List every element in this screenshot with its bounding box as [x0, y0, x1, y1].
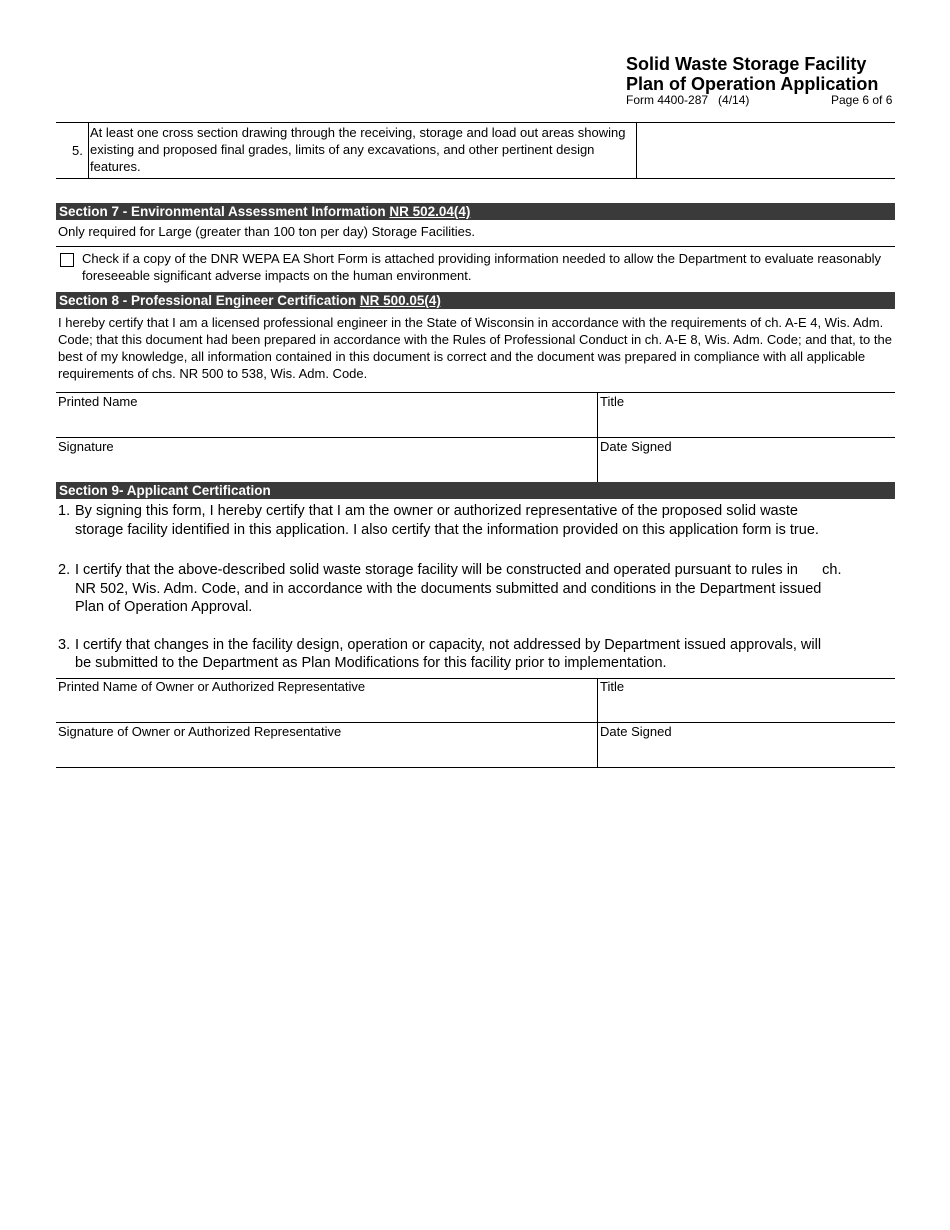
owner-signature-input[interactable] [58, 742, 593, 764]
applicant-item2-line1: I certify that the above-described solid waste storage facility will be constructed and operated pursuant to rules in ch. [75, 562, 842, 578]
ea-form-checkbox-label: Check if a copy of the DNR WEPA EA Short Form is attached providing information needed to allow the Department to evaluate reasonably foreseeable significant adverse impacts on the human environment. [82, 251, 881, 283]
item5-top-border [56, 122, 895, 123]
applicant-item1-line1: By signing this form, I hereby certify that I am the owner or authorized representative of the proposed solid waste [75, 503, 798, 519]
page-number: Page 6 of 6 [831, 93, 893, 107]
pe-printed-name-input[interactable] [58, 412, 593, 434]
item5-response-divider [636, 122, 637, 178]
pe-signature-input[interactable] [58, 457, 593, 479]
section9-header [56, 482, 895, 499]
item5-bottom-border [56, 178, 895, 179]
pe-row1-top-border [56, 392, 895, 393]
applicant-column-divider [597, 678, 598, 767]
pe-signature-label: Signature [58, 439, 114, 454]
owner-date-signed-input[interactable] [600, 742, 892, 764]
applicant-item3-line1: I certify that changes in the facility design, operation or capacity, not addressed by Department issued approvals, will [75, 637, 822, 653]
applicant-row2-bottom-border [56, 767, 895, 768]
item5-text: At least one cross section drawing through the receiving, storage and load out areas showing existing and proposed final grades, limits of any excavations, and other pertinent design features. [90, 125, 626, 174]
pe-date-signed-label: Date Signed [600, 439, 672, 454]
applicant-item2-number: 2. [58, 562, 71, 578]
section7-title: Section 7 - Environmental Assessment Information [59, 204, 390, 219]
section8-header [56, 292, 895, 309]
owner-signature-label: Signature of Owner or Authorized Representative [58, 724, 342, 739]
section7-note: Only required for Large (greater than 100 ton per day) Storage Facilities. [58, 224, 475, 239]
applicant-item2-line2: NR 502, Wis. Adm. Code, and in accordance with the documents submitted and conditions in the Department issued [75, 581, 822, 597]
pe-date-signed-input[interactable] [600, 457, 892, 479]
owner-title-input[interactable] [600, 697, 892, 719]
section7-header [56, 203, 895, 220]
form-title-line2: Plan of Operation Application [626, 74, 879, 94]
section8-title: Section 8 - Professional Engineer Certification [59, 293, 360, 308]
pe-title-label: Title [600, 394, 625, 409]
applicant-item1-number: 1. [58, 503, 71, 519]
pe-row2-top-border [56, 437, 895, 438]
owner-printed-name-label: Printed Name of Owner or Authorized Representative [58, 679, 366, 694]
pe-printed-name-label: Printed Name [58, 394, 138, 409]
owner-printed-name-input[interactable] [58, 697, 593, 719]
form-number: Form 4400-287 (4/14) [626, 93, 750, 107]
pe-title-input[interactable] [600, 412, 892, 434]
item5-number-divider [88, 122, 89, 178]
owner-date-signed-label: Date Signed [600, 724, 672, 739]
applicant-item2-line3: Plan of Operation Approval. [75, 599, 253, 615]
pe-column-divider [597, 392, 598, 482]
section9-title: Section 9- Applicant Certification [59, 483, 271, 498]
pe-certification-statement: I hereby certify that I am a licensed professional engineer in the State of Wisconsin in accordance with the requirements of ch. A-E 4, Wis. Adm. Code; that this document had been prepared in accordance with the Rules of Professional Conduct in ch. A-E 8, Wis. Adm. Code; and that, to the best of my knowledge, all information contained in this document is correct and the document was prepared in compliance with all applicable requirements of chs. NR 500 to 538, Wis. Adm. Code. [58, 315, 892, 381]
applicant-item3-line2: be submitted to the Department as Plan Modifications for this facility prior to implementation. [75, 655, 667, 671]
item5-number: 5. [72, 143, 83, 158]
item5-response-cell[interactable] [638, 124, 893, 176]
section7-ref-link[interactable]: NR 502.04(4) [389, 204, 471, 219]
section8-ref-link[interactable]: NR 500.05(4) [359, 293, 441, 308]
form-title-line1: Solid Waste Storage Facility [626, 54, 867, 74]
applicant-item1-line2: storage facility identified in this application. I also certify that the information provided on this application form is true. [75, 522, 819, 538]
section7-divider [56, 246, 895, 247]
applicant-item3-number: 3. [58, 637, 71, 653]
owner-title-label: Title [600, 679, 625, 694]
ea-form-checkbox[interactable] [60, 253, 74, 267]
